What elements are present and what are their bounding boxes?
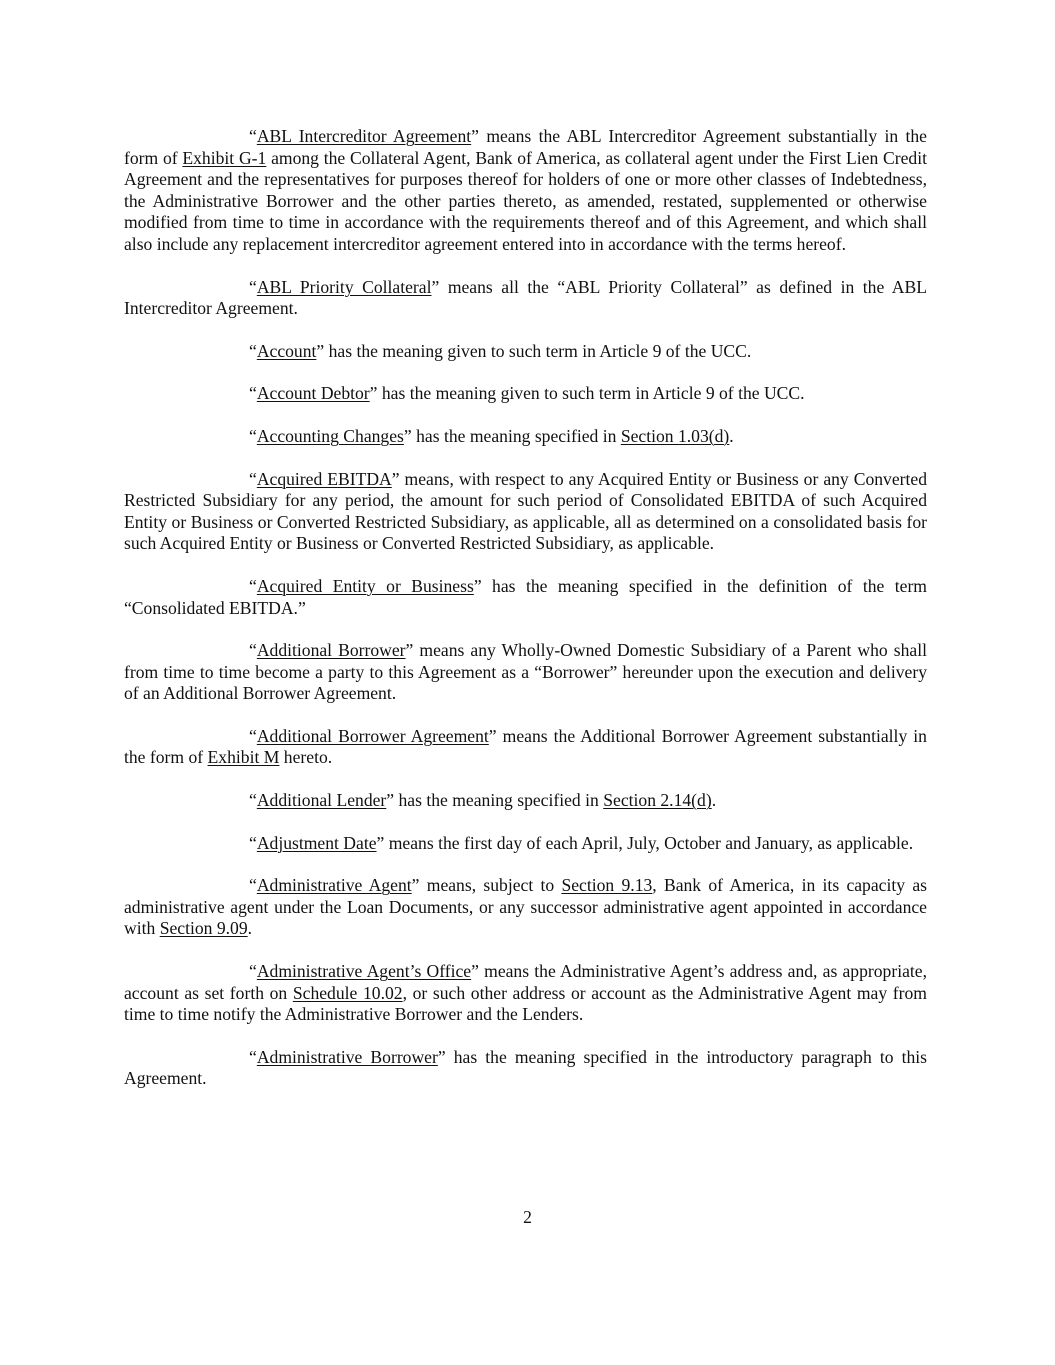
definition-text: “ xyxy=(249,725,257,746)
definition-text: , or such other address or account as the Administrative Agent may from time to time notify the Administrative Borrower and the Lenders. xyxy=(124,982,927,1025)
definition-paragraph xyxy=(124,126,927,256)
defined-term: Account Debtor xyxy=(256,383,370,404)
definition-text: “ xyxy=(249,425,257,446)
definition-paragraph xyxy=(124,383,927,405)
definition-paragraph xyxy=(124,426,927,448)
definition-text: “ xyxy=(249,961,257,982)
definition-text: ” has the meaning specified in the definition of the term “Consolidated EBITDA.” xyxy=(124,575,927,618)
definition-paragraph xyxy=(124,341,927,363)
defined-term: Exhibit M xyxy=(207,747,280,768)
definition-text: “ xyxy=(249,383,257,404)
definition-text: hereto. xyxy=(279,747,333,768)
defined-term: Section 1.03(d) xyxy=(620,425,730,446)
definition-text: ” means the Additional Borrower Agreement substantially in the form of xyxy=(124,725,927,768)
defined-term: ABL Priority Collateral xyxy=(256,276,432,297)
defined-term: Schedule 10.02 xyxy=(292,982,403,1003)
defined-term: Section 2.14(d) xyxy=(603,790,712,811)
definition-text: “ xyxy=(249,640,257,661)
definition-text: “ xyxy=(249,340,257,361)
defined-term: Administrative Agent’s Office xyxy=(256,961,472,982)
definition-text: . xyxy=(247,918,253,939)
defined-term: Administrative Agent xyxy=(256,875,412,896)
definition-text: ” has the meaning given to such term in Article 9 of the UCC. xyxy=(316,340,752,361)
defined-term: Account xyxy=(256,340,317,361)
definition-text: ” has the meaning specified in xyxy=(403,425,621,446)
definition-text: “ xyxy=(249,468,257,489)
defined-term: ABL Intercreditor Agreement xyxy=(256,126,472,146)
defined-term: Section 9.09 xyxy=(159,918,248,939)
definition-text: ” means, with respect to any Acquired Entity or Business or any Converted Restricted Subsidiary for any period, the amount for such period of Consolidated EBITDA of such Acquired Entity or Business or Converted Restricted Subsidiary, as applicable, all as determined on a consolidated basis for such Acquired Entity or Business or Converted Restricted Subsidiary, as applicable. xyxy=(124,468,928,554)
definition-text: among the Collateral Agent, Bank of America, as collateral agent under the First Lien Credit Agreement and the representatives for purposes thereof for holders of one or more other classes of Indebtedness, the Administrative Borrower and the other parties thereto, as amended, restated, supplemented or otherwise modified from time to time in accordance with the requirements thereof and of this Agreement, and which shall also include any replacement intercreditor agreement entered into in accordance with the terms hereof. xyxy=(124,147,928,254)
defined-term: Administrative Borrower xyxy=(256,1046,438,1067)
definition-paragraph xyxy=(124,576,927,619)
definition-paragraph xyxy=(124,833,927,855)
definition-text: ” means, subject to xyxy=(411,875,562,896)
definition-text: ” means the ABL Intercreditor Agreement substantially in the form of xyxy=(124,126,927,168)
definition-text: ” means the Administrative Agent’s address and, as appropriate, account as set forth on xyxy=(124,961,927,1003)
definition-text: “ xyxy=(249,575,257,596)
definition-paragraph xyxy=(124,875,927,940)
defined-term: Section 9.13 xyxy=(561,875,653,896)
definition-text: ” means any Wholly-Owned Domestic Subsidiary of a Parent who shall from time to time become a party to this Agreement as a “Borrower” hereunder upon the execution and delivery of an Additional Borrower Agreement. xyxy=(124,640,927,704)
defined-term: Accounting Changes xyxy=(256,425,404,446)
definition-text: “ xyxy=(249,790,257,811)
definition-paragraph xyxy=(124,961,927,1026)
definition-text: ” has the meaning specified in the introductory paragraph to this Agreement. xyxy=(124,1046,927,1089)
defined-term: Additional Borrower xyxy=(256,640,406,661)
definition-paragraph xyxy=(124,277,927,320)
definition-text: . xyxy=(711,790,717,811)
defined-term: Additional Borrower Agreement xyxy=(256,725,489,746)
definition-text: ” means all the “ABL Priority Collateral” as defined in the ABL Intercreditor Agreement. xyxy=(124,276,927,319)
definition-text: ” means the first day of each April, July, October and January, as applicable. xyxy=(376,832,914,853)
defined-term: Exhibit G-1 xyxy=(182,147,267,168)
definition-paragraph xyxy=(124,790,927,812)
defined-term: Acquired Entity or Business xyxy=(256,575,474,596)
definition-text: “ xyxy=(249,832,257,853)
defined-term: Adjustment Date xyxy=(256,832,377,853)
definition-text: “ xyxy=(249,276,257,297)
definition-text: , Bank of America, in its capacity as administrative agent under the Loan Documents, or any successor administrative agent appointed in accordance with xyxy=(124,875,927,939)
definition-text: ” has the meaning given to such term in Article 9 of the UCC. xyxy=(369,383,805,404)
definition-text: “ xyxy=(249,126,257,146)
definition-text: . xyxy=(729,425,734,446)
definition-text: “ xyxy=(249,1046,257,1067)
defined-term: Acquired EBITDA xyxy=(256,468,392,489)
definition-paragraph xyxy=(124,726,927,769)
definition-paragraph xyxy=(124,640,927,705)
definition-text: “ xyxy=(249,875,257,896)
page-number: 2 xyxy=(523,1207,532,1227)
definition-paragraph xyxy=(124,469,927,555)
definitions-body xyxy=(124,126,927,1111)
definition-text: ” has the meaning specified in xyxy=(386,790,604,811)
defined-term: Additional Lender xyxy=(256,790,387,811)
definition-paragraph xyxy=(124,1047,927,1090)
